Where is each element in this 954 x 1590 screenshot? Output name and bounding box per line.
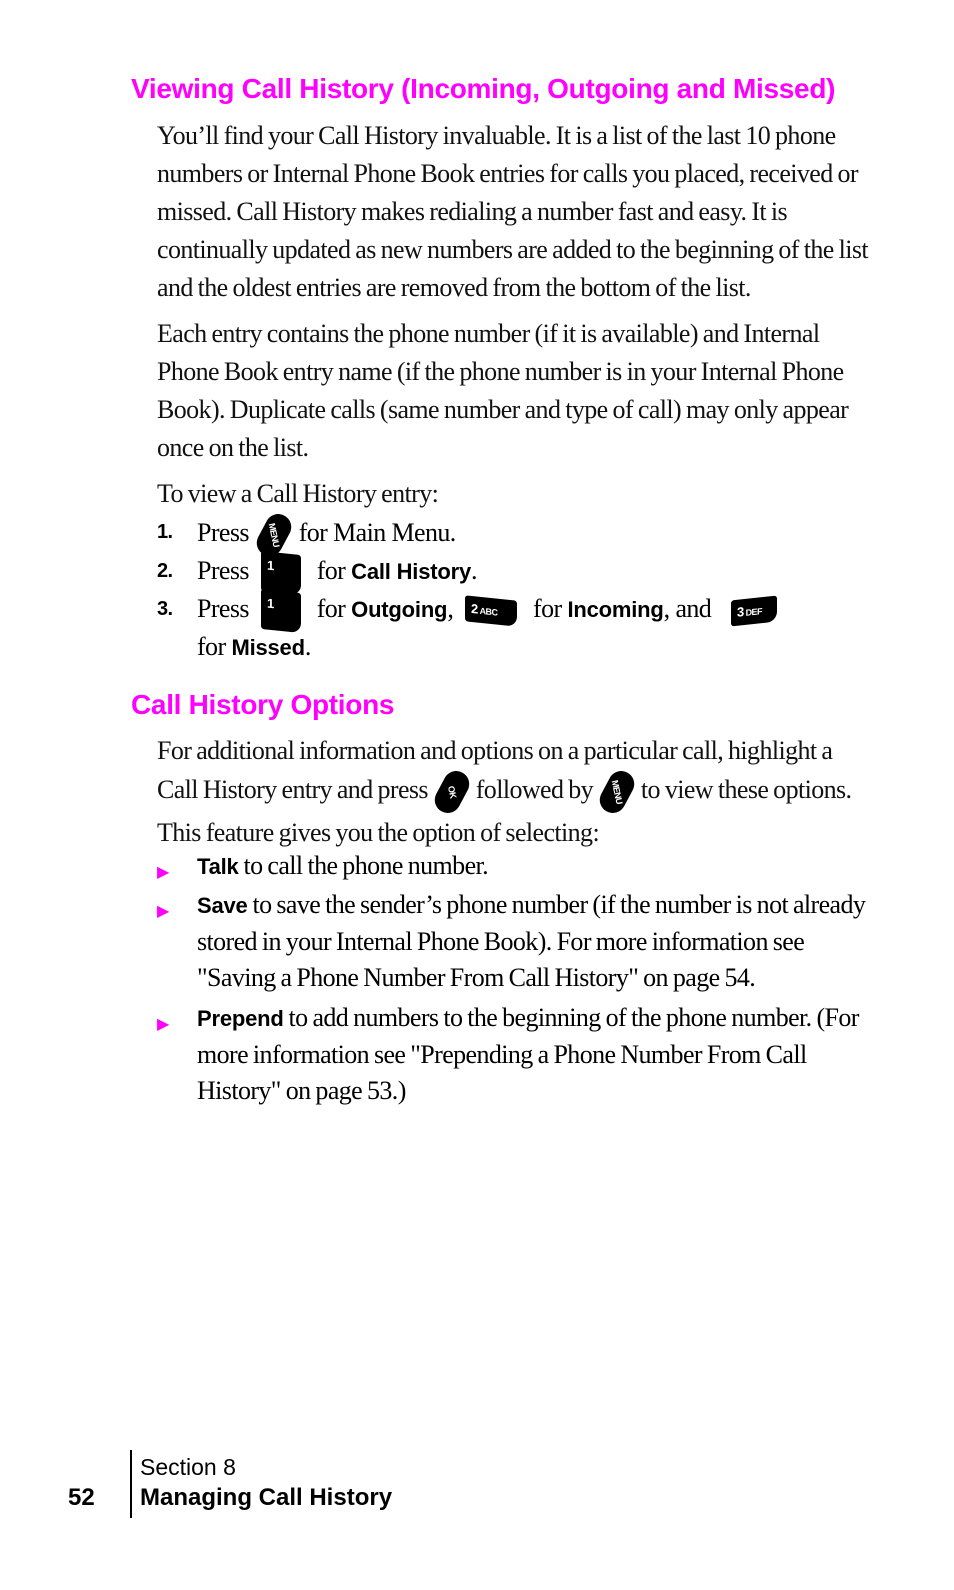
- step-press-label: Press: [197, 556, 249, 585]
- step-text: [197, 552, 477, 593]
- footer-divider: [130, 1450, 132, 1518]
- bullet-description: to call the phone number.: [238, 851, 489, 880]
- call-history-keyword: Call History: [351, 559, 472, 584]
- key-3-def-icon: 3 DEF: [731, 596, 777, 627]
- options-text-b: followed by: [475, 774, 594, 804]
- talk-keyword: Talk: [197, 854, 239, 879]
- bullet-arrow-icon: ▶: [157, 862, 169, 881]
- bullet-arrow-icon: ▶: [157, 901, 169, 920]
- ok-key-icon: OK: [430, 766, 474, 817]
- step-number: 3.: [157, 598, 173, 620]
- page-number: 52: [68, 1484, 95, 1511]
- bullet-arrow-icon: ▶: [157, 1014, 169, 1033]
- step-for-label: for: [533, 594, 562, 623]
- step-for-label: for: [316, 594, 346, 623]
- step-text: [197, 513, 456, 557]
- options-text-a: For additional information and options on a particular call, highlight a Call History entry and press: [157, 736, 833, 804]
- step-press-label: Press: [197, 594, 249, 623]
- step-end: .: [471, 556, 477, 585]
- intro-paragraph: [157, 117, 877, 513]
- paragraph-call-history-description: You’ll find your Call History invaluable. It is a list of the last 10 phone numbers or Internal Phone Book entries for calls you placed, received or missed. Call History makes redialing a number fast and easy. It is continually updated as new numbers are added to the beginning of the list and the oldest entries are removed from the bottom of the list.: [157, 121, 868, 302]
- outgoing-keyword: Outgoing: [351, 597, 448, 622]
- bullet-text: [197, 1000, 877, 1109]
- paragraph-options-intro: [157, 732, 877, 852]
- bullet-description: to add numbers to the beginning of the phone number. (For more information see "Prepending a Phone Number From Call History" on page 53.): [197, 1003, 859, 1105]
- step-number: 1.: [157, 521, 173, 543]
- options-paragraph: [157, 732, 877, 852]
- options-text-c: to view these options. This feature gives you the option of selecting:: [157, 774, 852, 847]
- step-end: .: [304, 632, 311, 661]
- step-text: [197, 590, 777, 631]
- step-for-label: for: [316, 556, 346, 585]
- save-keyword: Save: [197, 893, 248, 918]
- step-text: [197, 628, 311, 667]
- bullet-description: to save the sender’s phone number (if the number is not already stored in your Internal Phone Book). For more information see "Saving a Phone Number From Call History" on page 54.: [197, 890, 866, 992]
- prepend-keyword: Prepend: [197, 1006, 284, 1031]
- incoming-keyword: Incoming: [567, 597, 664, 622]
- missed-keyword: Missed: [231, 635, 305, 660]
- step-for-label: for: [197, 632, 226, 661]
- menu-key-icon: MENU: [252, 509, 296, 560]
- menu-key-icon: MENU: [595, 766, 639, 817]
- key-2-abc-icon: 2 ABC: [465, 595, 517, 626]
- bullet-text: [197, 887, 877, 996]
- option-bullet-talk: [157, 848, 877, 886]
- option-bullet-prepend: [157, 1000, 877, 1112]
- step-after-label: for Main Menu.: [298, 517, 456, 547]
- step-comma: ,: [447, 594, 454, 623]
- key-1-icon: 1: [261, 589, 301, 633]
- section-heading-call-history-options: Call History Options: [131, 689, 395, 720]
- step-number: 2.: [157, 560, 173, 582]
- footer-section-label: Section 8: [140, 1454, 236, 1480]
- paragraph-entry-contents: Each entry contains the phone number (if it is available) and Internal Phone Book entry name (if the phone number is in your Internal Phone Book). Duplicate calls (same number and type of call) may only appear once on the list.: [157, 319, 849, 462]
- step-press-label: Press: [197, 517, 249, 547]
- step-and: , and: [663, 594, 712, 623]
- section-heading-viewing-call-history: Viewing Call History (Incoming, Outgoing and Missed): [131, 73, 836, 104]
- key-1-icon: 1: [261, 551, 301, 595]
- bullet-text: [197, 848, 877, 885]
- option-bullet-save: [157, 887, 877, 999]
- footer-chapter-title: Managing Call History: [140, 1484, 393, 1511]
- paragraph-view-entry-intro: To view a Call History entry:: [157, 479, 439, 508]
